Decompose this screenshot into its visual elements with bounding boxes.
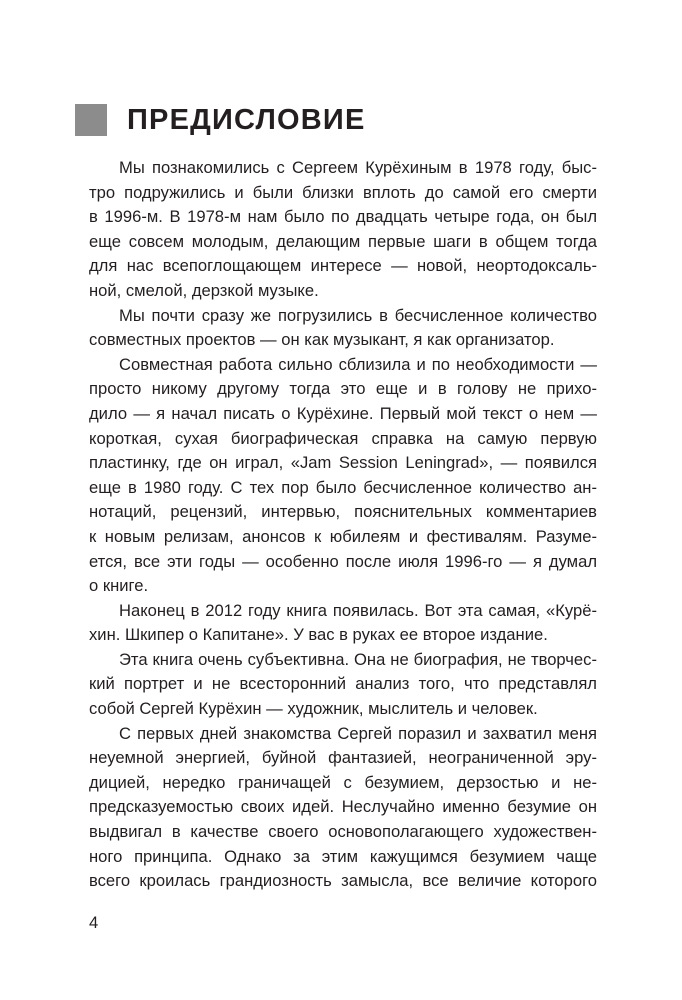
page-number: 4 <box>89 913 99 932</box>
text-line: С первых дней знакомства Сергей поразил и захватил меня <box>119 723 597 743</box>
text-line: совместных проектов — он как музыкант, я как организатор. <box>89 330 555 350</box>
text-line: кий портрет и не всесторонний анализ того, что представлял <box>89 674 597 694</box>
text-line: неуемной энергией, буйной фантазией, неограниченной эру- <box>89 748 597 768</box>
chapter-title: ПРЕДИСЛОВИЕ <box>127 103 366 136</box>
text-line: ной, смелой, дерзкой музыке. <box>89 280 319 300</box>
text-line: ного принципа. Однако за этим кажущимся безумием чаще <box>89 846 597 866</box>
text-line: ется, все эти годы — особенно после июля 1996-го — я думал <box>89 551 597 571</box>
chapter-heading <box>75 98 366 142</box>
text-line: Совместная работа сильно сблизила и по необходимости — <box>119 354 597 374</box>
text-line: еще в 1980 году. С тех пор было бесчисленное количество ан- <box>89 477 597 497</box>
text-line: Эта книга очень субъективна. Она не биография, не творчес- <box>119 649 597 669</box>
body-text <box>89 156 597 894</box>
text-line: для нас всепоглощающем интересе — новой, неортодоксаль- <box>89 256 597 276</box>
text-line: хин. Шкипер о Капитане». У вас в руках ее второе издание. <box>89 625 548 645</box>
text-line: к новым релизам, анонсов к юбилеям и фестивалям. Разуме- <box>89 526 597 546</box>
text-line: дицией, нередко граничащей с безумием, дерзостью и не- <box>89 772 597 792</box>
text-line: предсказуемостью своих идей. Неслучайно именно безумие он <box>89 797 597 817</box>
text-line: собой Сергей Курёхин — художник, мыслитель и человек. <box>89 699 538 719</box>
text-line: еще совсем молодым, делающим первые шаги в общем тогда <box>89 231 597 251</box>
text-line: Мы почти сразу же погрузились в бесчисленное количество <box>119 305 597 325</box>
text-line: выдвигал в качестве своего основополагающего художествен- <box>89 822 597 842</box>
text-line: просто никому другому тогда это еще и в голову не прихо- <box>89 379 597 399</box>
text-line: короткая, сухая биографическая справка на самую первую <box>89 428 597 448</box>
text-line: нотаций, рецензий, интервью, пояснительных комментариев <box>89 502 597 522</box>
text-line: Мы познакомились с Сергеем Курёхиным в 1978 году, быс- <box>119 158 597 177</box>
text-line: Наконец в 2012 году книга появилась. Вот эта самая, «Курё- <box>119 600 597 620</box>
text-line: о книге. <box>89 576 149 596</box>
heading-square-marker <box>75 104 107 136</box>
text-line: тро подружились и были близки вплоть до самой его смерти <box>89 182 597 202</box>
text-line: всего кроилась грандиозность замысла, все величие которого <box>89 871 597 891</box>
text-line: пластинку, где он играл, «Jam Session Leningrad», — появился <box>89 453 597 473</box>
text-line: дило — я начал писать о Курёхине. Первый мой текст о нем — <box>89 403 597 423</box>
text-line: в 1996-м. В 1978-м нам было по двадцать четыре года, он был <box>89 207 597 227</box>
